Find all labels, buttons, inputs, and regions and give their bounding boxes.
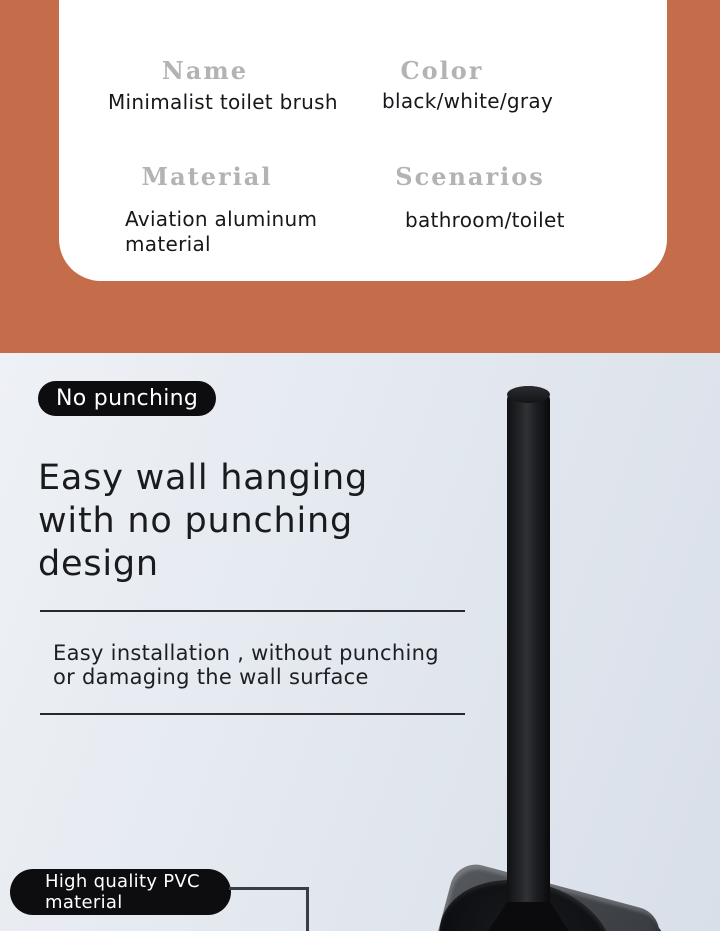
- feature-note-line: or damaging the wall surface: [53, 665, 369, 689]
- spec-value-material: Aviation aluminum material: [125, 207, 318, 256]
- brush-handle-cap: [507, 386, 550, 403]
- spec-label-color: Color: [400, 56, 484, 85]
- pvc-material-badge-line: material: [45, 892, 123, 913]
- spec-value-name: Minimalist toilet brush: [108, 90, 338, 114]
- brush-handle-base: [488, 902, 569, 931]
- divider-line-bottom: [40, 713, 465, 715]
- pvc-material-badge-line: High quality PVC: [45, 871, 200, 892]
- callout-connector-horizontal-line: [229, 887, 309, 890]
- no-punching-badge: [38, 381, 216, 416]
- feature-note-line: Easy installation , without punching: [53, 641, 439, 665]
- spec-label-scenarios: Scenarios: [395, 162, 545, 191]
- pvc-material-badge: [10, 869, 231, 915]
- callout-connector-vertical-line: [306, 887, 309, 931]
- spec-value-color: black/white/gray: [382, 89, 554, 113]
- no-punching-badge-label: No punching: [56, 386, 199, 411]
- product-spec-card: [59, 0, 667, 281]
- divider-line-top: [40, 610, 465, 612]
- brush-handle-rod: [507, 386, 550, 931]
- feature-heading-line: Easy wall hanging: [38, 458, 369, 498]
- feature-note: [53, 641, 439, 689]
- spec-label-material: Material: [141, 162, 273, 191]
- feature-heading: [38, 457, 368, 586]
- feature-heading-line: with no punching: [38, 501, 354, 541]
- spec-value-scenarios: bathroom/toilet: [405, 208, 565, 232]
- spec-label-name: Name: [161, 56, 249, 85]
- feature-heading-line: design: [38, 544, 159, 584]
